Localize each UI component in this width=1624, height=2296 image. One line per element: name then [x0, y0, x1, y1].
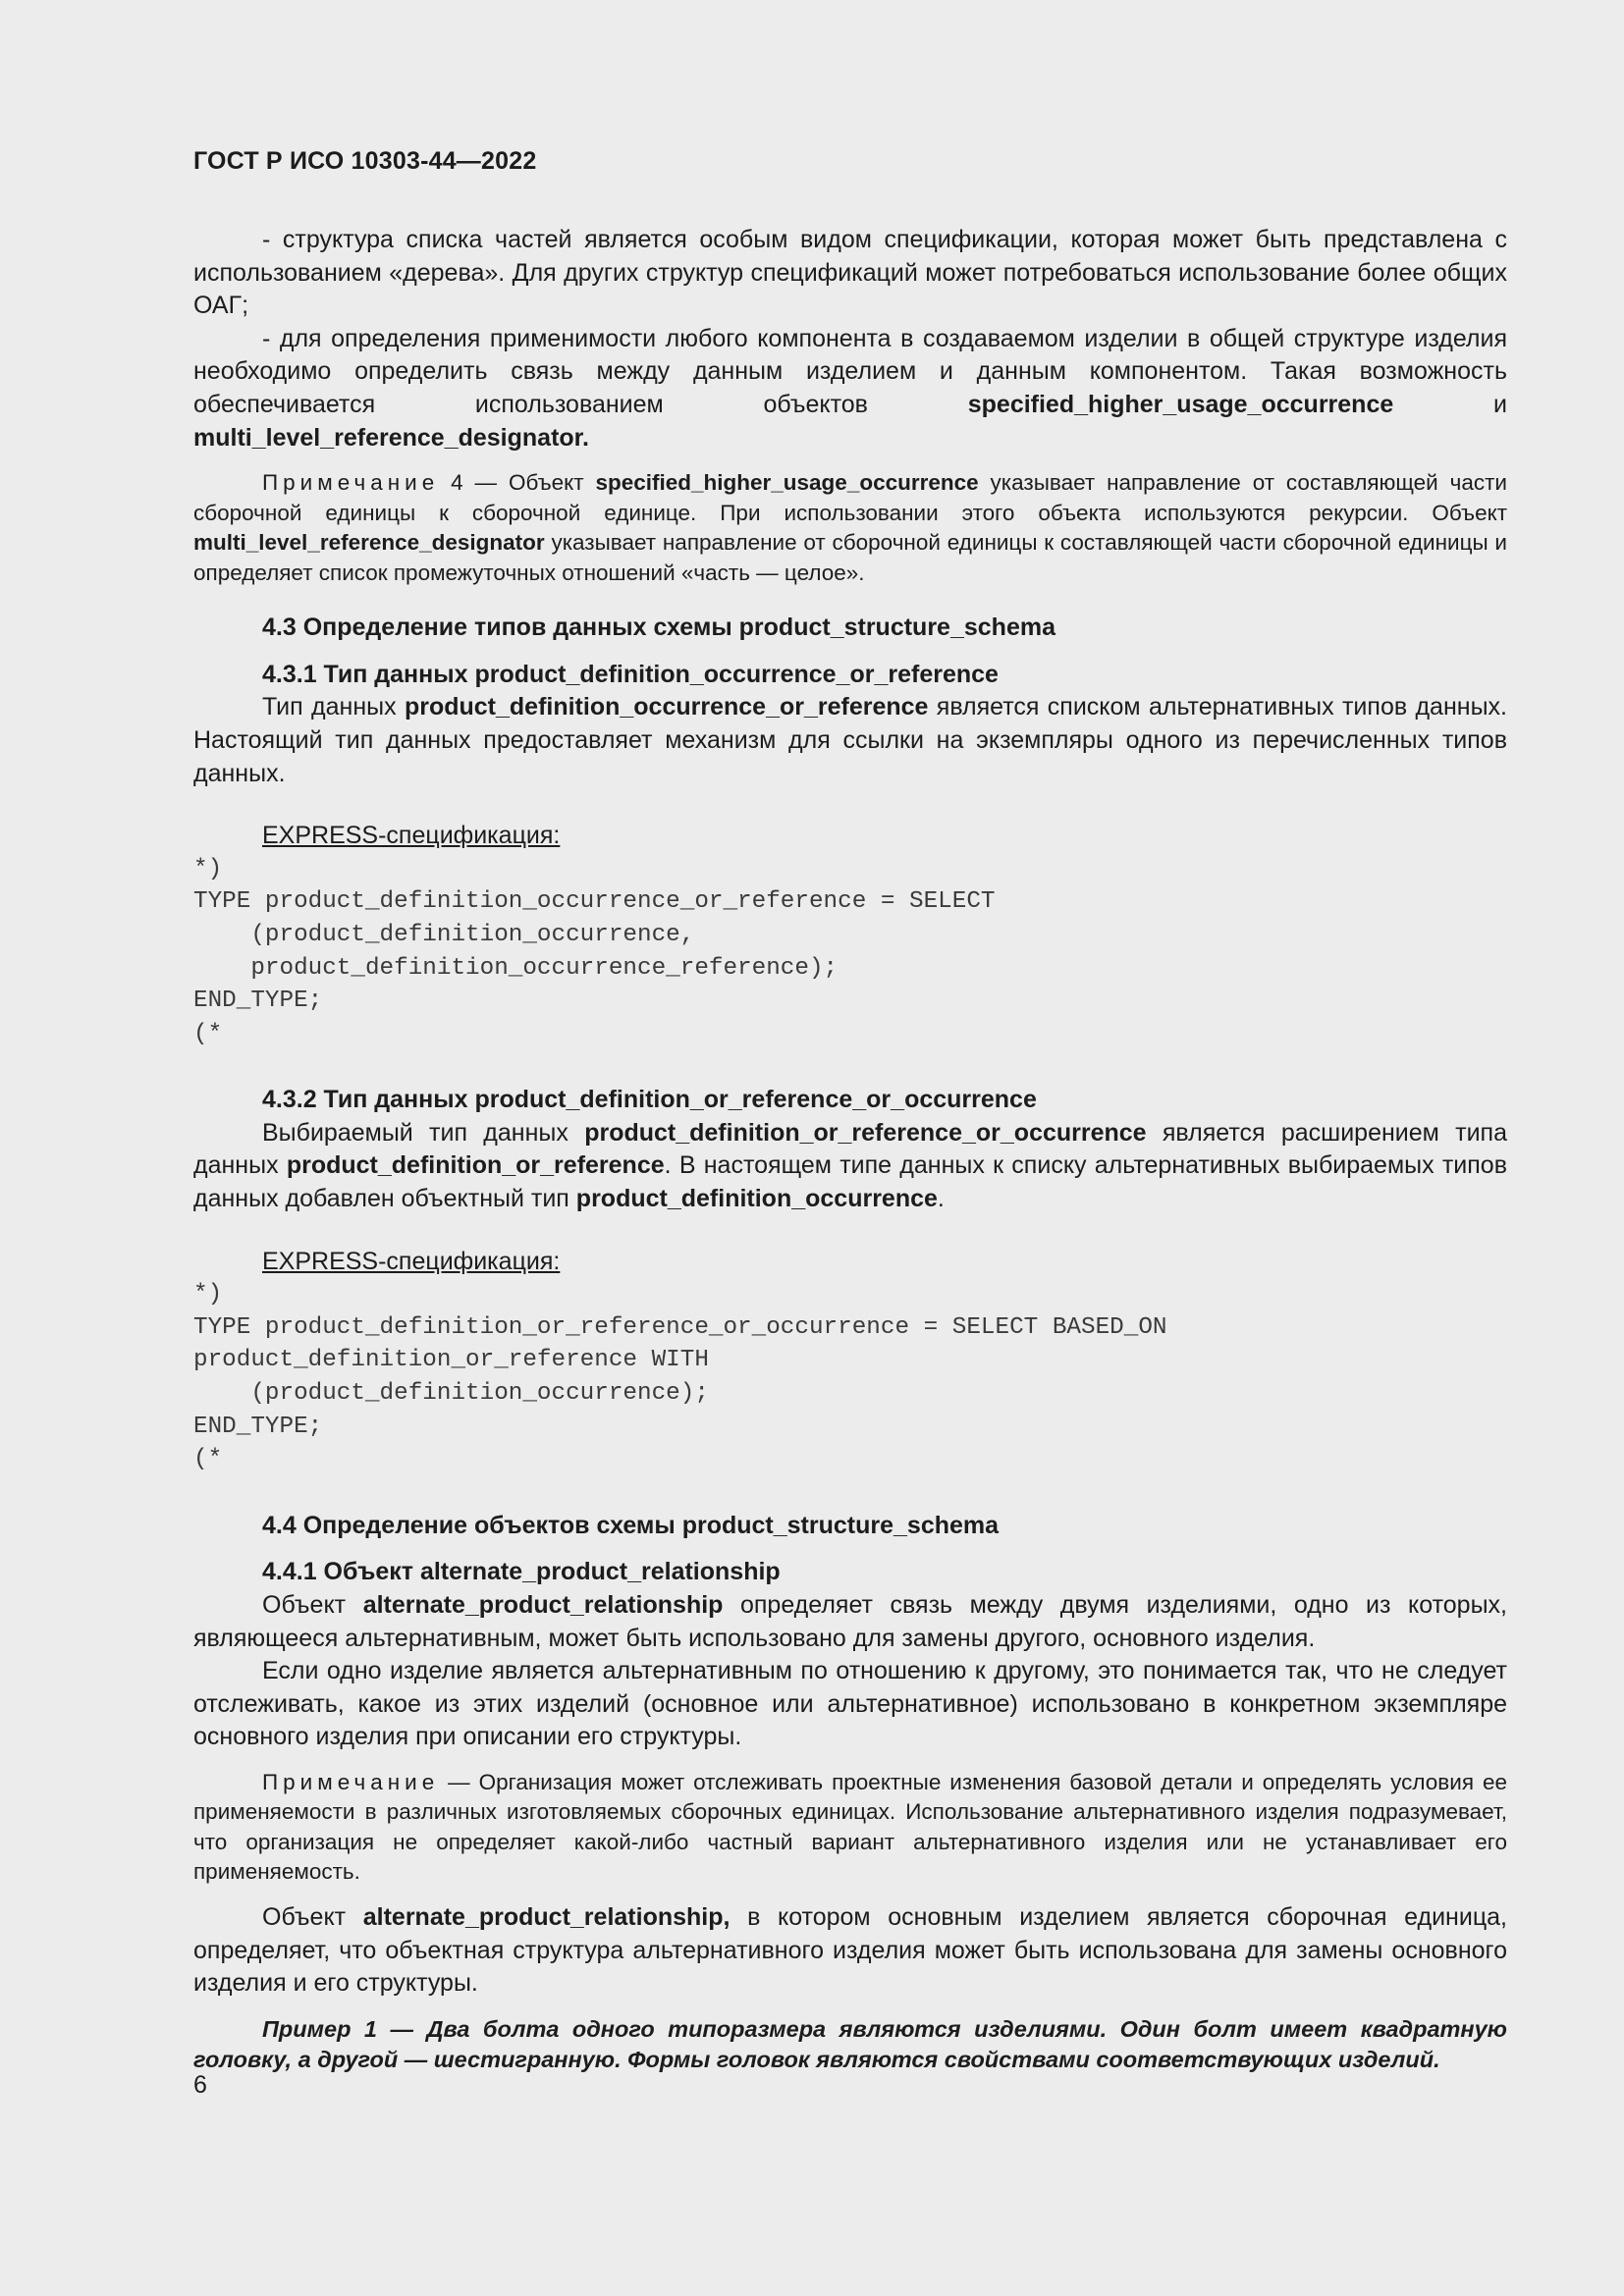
text-run: - для определения применимости любого компонента в создаваемом изделии в общей структуре изделия необходимо определить связь между данным изделием и данным компонентом. Такая возможность обеспечивается использованием объектов — [193, 324, 1507, 418]
term-alternate-product-relationship: alternate_product_relationship — [362, 1591, 724, 1619]
section-heading-4-4-1: 4.4.1 Объект alternate_product_relationship — [262, 1558, 781, 1586]
express-code-block: *) TYPE product_definition_occurrence_or_reference = SELECT (product_definition_occurrence, product_definition_occurrence_reference); END_TYPE; (* — [193, 855, 996, 1047]
note-label: Примечание — [262, 1769, 440, 1794]
note-4 — [193, 468, 1507, 588]
paragraph-applicability — [193, 323, 1507, 454]
paragraph-alternate-tracking: Если одно изделие является альтернативным по отношению к другому, это понимается так, что не следует отслеживать, какое из этих изделий (основное или альтернативное) использовано в конкретном экземпляре основного изделия при описании его структуры. — [193, 1657, 1507, 1751]
page-content — [193, 224, 1507, 2075]
text-run: Выбираемый тип данных — [262, 1118, 585, 1147]
text-run: — Организация может отслеживать проектные изменения базовой детали и определять условия ее применяемости в различных изготовляемых сборочных единицах. Использование альтернативного изделия подразумевает, что организация не определяет какой-либо частный вариант альтернативного изделия или не устанавливает его применяемость. — [193, 1769, 1507, 1885]
term-pdo: product_definition_occurrence — [575, 1185, 938, 1213]
text-run: определяет связь между двумя изделиями, одно из которых, являющееся альтернативным, может быть использовано для замены другого, основного изделия. — [193, 1591, 1508, 1652]
document-header: ГОСТ Р ИСО 10303-44—2022 — [193, 147, 537, 175]
text-run: Объект — [262, 1591, 363, 1619]
paragraph-4-4-1 — [193, 1589, 1507, 1655]
note-label: Примечание — [262, 470, 440, 496]
text-run: указывает направление от составляющей части сборочной единицы к сборочной единице. При использовании этого объекта используются рекурсии. Объект — [193, 470, 1507, 525]
term-pdoor: product_definition_occurrence_or_reference — [404, 693, 929, 721]
paragraph-assembly-alternate — [193, 1901, 1507, 2001]
text-run: 4 — Объект — [439, 470, 596, 496]
section-heading-4-3-1: 4.3.1 Тип данных product_definition_occurrence_or_reference — [262, 660, 999, 688]
express-label: EXPRESS-спецификация: — [262, 1247, 561, 1275]
paragraph-4-3-2 — [193, 1117, 1507, 1216]
text-run: указывает направление от сборочной единицы к составляющей части сборочной единицы и определяет список промежуточных отношений «часть — целое». — [193, 530, 1507, 585]
text-run: является списком альтернативных типов данных. Настоящий тип данных предоставляет механизм для ссылки на экземпляры одного из перечисленных типов данных. — [193, 693, 1507, 787]
section-heading-4-3: 4.3 Определение типов данных схемы product_structure_schema — [262, 614, 1056, 642]
paragraph-4-3-1 — [193, 691, 1507, 790]
text-run: и — [1393, 390, 1507, 418]
page-number: 6 — [193, 2071, 207, 2099]
term-specified-higher-usage: specified_higher_usage_occurrence — [595, 470, 979, 496]
example-1: Пример 1 — Два болта одного типоразмера являются изделиями. Один болт имеет квадратную головку, а другой — шестигранную. Формы головок являются свойствами соответствующих изделий. — [193, 2015, 1507, 2072]
text-run: . В настоящем типе данных к списку альтернативных выбираемых типов данных добавлен объектный тип — [193, 1151, 1507, 1213]
section-heading-4-3-2: 4.3.2 Тип данных product_definition_or_reference_or_occurrence — [262, 1086, 1037, 1114]
note-organization — [193, 1768, 1507, 1888]
text-run: Тип данных — [262, 693, 405, 721]
term-multi-level-reference: multi_level_reference_designator — [193, 530, 545, 556]
term-pdoroo: product_definition_or_reference_or_occurrence — [584, 1118, 1147, 1147]
text-run: . — [937, 1185, 945, 1213]
text-run: в котором основным изделием является сборочная единица, определяет, что объектная структура альтернативного изделия может быть использована для замены основного изделия и его структуры. — [193, 1902, 1507, 1998]
term-multi-level-reference: multi_level_reference_designator. — [193, 423, 589, 452]
term-specified-higher-usage: specified_higher_usage_occurrence — [967, 390, 1394, 418]
express-code-block: *) TYPE product_definition_or_reference_or_occurrence = SELECT BASED_ON product_definition_or_reference WITH (product_definition_occurrence); END_TYPE; (* — [193, 1281, 1167, 1473]
text-run: является расширением типа данных — [193, 1118, 1507, 1180]
term-pdor: product_definition_or_reference — [286, 1151, 665, 1180]
term-alternate-product-relationship: alternate_product_relationship, — [362, 1902, 731, 1931]
paragraph-parts-list: - структура списка частей является особым видом спецификации, которая может быть представлена с использованием «дерева». Для других структур спецификаций может потребоваться использование более общих ОАГ; — [193, 226, 1507, 320]
express-label: EXPRESS-спецификация: — [262, 822, 561, 850]
section-heading-4-4: 4.4 Определение объектов схемы product_structure_schema — [262, 1511, 1000, 1539]
text-run: Объект — [262, 1902, 363, 1931]
